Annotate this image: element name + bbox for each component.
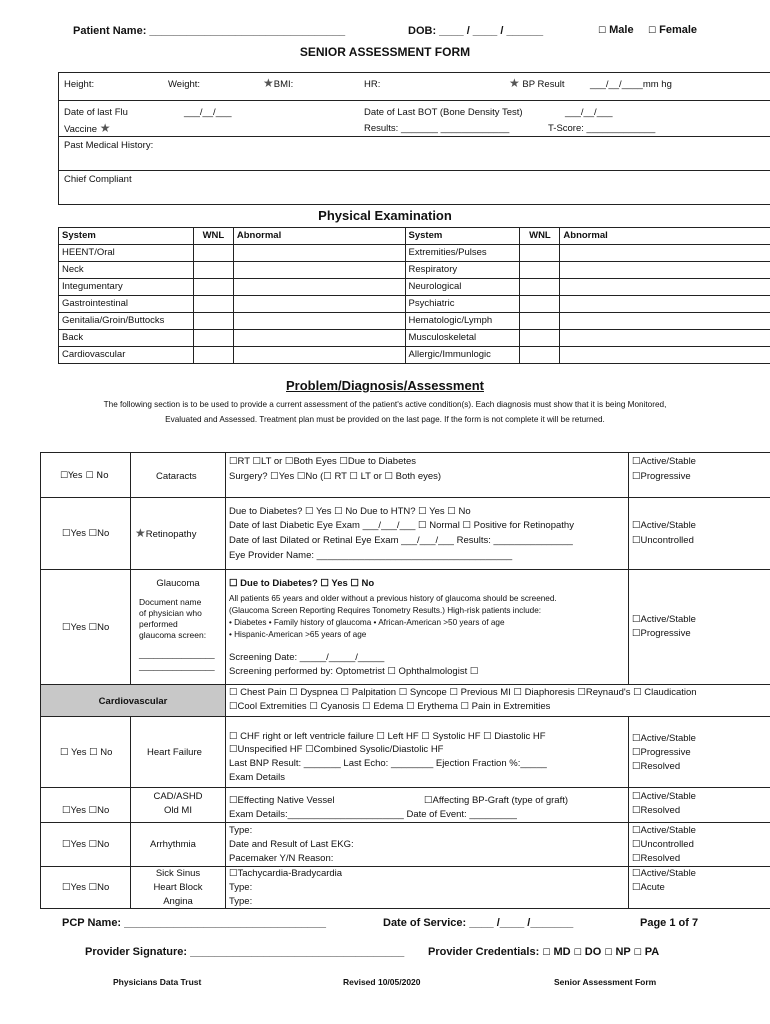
pe-wnl-cell[interactable] <box>193 245 233 262</box>
hf-progressive[interactable]: ☐Progressive <box>632 747 691 758</box>
retinopathy-diabetic-exam[interactable]: Date of last Diabetic Eye Exam ___/___/___ ☐ Normal ☐ Positive for Retinopathy <box>229 520 574 531</box>
pe-wnl-cell[interactable] <box>520 330 560 347</box>
sss-type-1[interactable]: Type: <box>229 882 253 893</box>
pe-system: HEENT/Oral <box>59 245 194 262</box>
checkbox-icon: ☐ <box>573 948 582 958</box>
cardio-label: Cardiovascular <box>98 696 168 707</box>
bp-label: ★ BP Result <box>509 76 565 90</box>
patient-name-field[interactable]: Patient Name: ________________________________ <box>73 25 346 37</box>
pe-abnormal-cell[interactable] <box>233 347 405 364</box>
hf-active-stable[interactable]: ☐Active/Stable <box>632 733 696 744</box>
pe-wnl-cell[interactable] <box>520 279 560 296</box>
hf-bnp-echo[interactable]: Last BNP Result: _______ Last Echo: ________ Ejection Fraction %:_____ <box>229 758 547 769</box>
hr-label: HR: <box>364 79 381 90</box>
pe-wnl-cell[interactable] <box>520 262 560 279</box>
cataracts-surgery[interactable]: Surgery? ☐Yes ☐No (☐ RT ☐ LT or ☐ Both eyes) <box>229 471 442 482</box>
pe-system: Cardiovascular <box>59 347 194 364</box>
arrhythmia-uncontrolled[interactable]: ☐Uncontrolled <box>632 839 694 850</box>
angina-label: Angina <box>163 896 193 907</box>
pe-system: Hematologic/Lymph <box>405 313 520 330</box>
footer-revised: Revised 10/05/2020 <box>343 977 421 987</box>
pe-header-system: System <box>59 228 194 245</box>
provider-credentials: Provider Credentials: ☐ MD ☐ DO ☐ NP ☐ PA <box>428 946 660 958</box>
checkbox-icon: ☐ <box>633 948 642 958</box>
sss-active-stable[interactable]: ☐Active/Stable <box>632 868 696 879</box>
old-mi-label: Old MI <box>164 805 192 816</box>
hf-resolved[interactable]: ☐Resolved <box>632 761 681 772</box>
pe-abnormal-cell[interactable] <box>233 296 405 313</box>
pda-intro-line1: The following section is to be used to provide a current assessment of the patient's active condition(s). Each diagnosis must show that it is being Monitored, <box>103 400 667 409</box>
results-field[interactable]: Results: _______ _____________ <box>364 123 510 134</box>
pe-system: Neck <box>59 262 194 279</box>
vaccine-label: Vaccine ★ <box>64 121 111 135</box>
cad-native-vessel[interactable]: ☐Effecting Native Vessel <box>229 795 335 806</box>
retinopathy-active-stable[interactable]: ☐Active/Stable <box>632 520 696 531</box>
pcp-name-field[interactable]: PCP Name: _________________________________ <box>62 917 327 929</box>
pmh-label: Past Medical History: <box>64 140 154 151</box>
pe-wnl-cell[interactable] <box>520 245 560 262</box>
retinopathy-uncontrolled[interactable]: ☐Uncontrolled <box>632 535 694 546</box>
cad-active-stable[interactable]: ☐Active/Stable <box>632 791 696 802</box>
glaucoma-yes-no[interactable]: ☐Yes ☐No <box>62 622 110 633</box>
retinopathy-label: ★Retinopathy <box>135 526 197 540</box>
arrhythmia-ekg[interactable]: Date and Result of Last EKG: <box>229 839 354 850</box>
cad-resolved[interactable]: ☐Resolved <box>632 805 681 816</box>
glaucoma-doc-2: of physician who <box>139 608 202 618</box>
pe-header-abnormal: Abnormal <box>233 228 405 245</box>
arrhythmia-active-stable[interactable]: ☐Active/Stable <box>632 825 696 836</box>
sss-acute[interactable]: ☐Acute <box>632 882 665 893</box>
pe-system: Allergic/Immunlogic <box>405 347 520 364</box>
glaucoma-note-1: All patients 65 years and older without a previous history of glaucoma should be screened. <box>229 594 557 603</box>
date-of-service-field[interactable]: Date of Service: ____ /____ /_______ <box>383 917 574 929</box>
glaucoma-doc-line1[interactable]: ________________ <box>139 649 215 659</box>
glaucoma-screened-by[interactable]: Screening performed by: Optometrist ☐ Ophthalmologist ☐ <box>229 666 479 677</box>
pe-wnl-cell[interactable] <box>520 313 560 330</box>
dob-field[interactable]: DOB: ____ / ____ / ______ <box>408 25 544 37</box>
star-icon: ★ <box>99 121 111 135</box>
pe-header-system: System <box>405 228 520 245</box>
glaucoma-note-3: • Diabetes • Family history of glaucoma • African-American >50 years of age <box>229 618 505 627</box>
glaucoma-doc-line2[interactable]: ________________ <box>139 661 215 671</box>
pe-abnormal-cell[interactable] <box>560 279 770 296</box>
checkbox-icon: ☐ <box>648 26 657 36</box>
female-checkbox[interactable]: ☐ Female <box>648 24 698 36</box>
pe-abnormal-cell[interactable] <box>233 330 405 347</box>
pe-abnormal-cell[interactable] <box>560 347 770 364</box>
bmi-label: ★BMI: <box>263 76 294 90</box>
bot-label: Date of Last BOT (Bone Density Test) <box>364 107 523 118</box>
pe-abnormal-cell[interactable] <box>560 296 770 313</box>
star-icon: ★ <box>263 76 274 90</box>
cataracts-eyes[interactable]: ☐RT ☐LT or ☐Both Eyes ☐Due to Diabetes <box>229 456 417 467</box>
hf-exam-details[interactable]: Exam Details <box>229 772 285 783</box>
hf-types-2[interactable]: ☐Unspecified HF ☐Combined Sysolic/Diastolic HF <box>229 744 444 755</box>
male-checkbox[interactable]: ☐ Male <box>598 24 634 36</box>
pe-wnl-cell[interactable] <box>193 279 233 296</box>
cad-label: CAD/ASHD <box>153 791 203 802</box>
cad-bp-graft[interactable]: ☐Affecting BP-Graft (type of graft) <box>424 795 569 806</box>
sss-type-2[interactable]: Type: <box>229 896 253 907</box>
checkbox-icon: ☐ <box>598 26 607 36</box>
cad-exam-details[interactable]: Exam Details:______________________ Date of Event: _________ <box>229 809 517 820</box>
pe-system: Integumentary <box>59 279 194 296</box>
cataracts-progressive[interactable]: ☐Progressive <box>632 471 691 482</box>
glaucoma-doc-4: glaucoma screen: <box>139 630 207 640</box>
md-checkbox[interactable]: ☐ MD <box>542 946 571 958</box>
hf-label: Heart Failure <box>147 747 202 758</box>
physical-exam-table <box>58 227 770 364</box>
glaucoma-label: Glaucoma <box>156 578 200 589</box>
pe-abnormal-cell[interactable] <box>233 313 405 330</box>
pa-checkbox[interactable]: ☐ PA <box>633 946 660 958</box>
weight-label: Weight: <box>168 79 201 90</box>
glaucoma-note-2: (Glaucoma Screen Reporting Requires Tonometry Results.) High-risk patients include: <box>229 606 542 615</box>
arrhythmia-label: Arrhythmia <box>150 839 196 850</box>
retinopathy-due-to[interactable]: Due to Diabetes? ☐ Yes ☐ No Due to HTN? ☐ Yes ☐ No <box>229 506 471 517</box>
pe-system: Psychiatric <box>405 296 520 313</box>
glaucoma-doc-1: Document name <box>139 597 202 607</box>
glaucoma-due-to-diabetes[interactable]: ☐ Due to Diabetes? ☐ Yes ☐ No <box>229 578 375 589</box>
pe-wnl-cell[interactable] <box>520 347 560 364</box>
pe-wnl-cell[interactable] <box>193 296 233 313</box>
arrhythmia-pacemaker[interactable]: Pacemaker Y/N Reason: <box>229 853 334 864</box>
cad-yes-no[interactable]: ☐Yes ☐No <box>62 805 110 816</box>
bp-value[interactable]: ___/__/____mm hg <box>590 79 672 90</box>
pe-system: Back <box>59 330 194 347</box>
arrhythmia-resolved[interactable]: ☐Resolved <box>632 853 681 864</box>
pe-system: Gastrointestinal <box>59 296 194 313</box>
pe-system: Neurological <box>405 279 520 296</box>
glaucoma-screening-date[interactable]: Screening Date: _____/_____/_____ <box>229 652 385 663</box>
pe-abnormal-cell[interactable] <box>560 330 770 347</box>
glaucoma-doc-3: performed <box>139 619 178 629</box>
chief-label: Chief Compliant <box>64 174 132 185</box>
retinopathy-dilated-exam[interactable]: Date of last Dilated or Retinal Eye Exam ___/___/___ Results: _______________ <box>229 535 573 546</box>
cataracts-active-stable[interactable]: ☐Active/Stable <box>632 456 696 467</box>
checkbox-icon: ☐ <box>542 948 551 958</box>
pe-header-wnl: WNL <box>193 228 233 245</box>
pe-wnl-cell[interactable] <box>193 347 233 364</box>
pe-wnl-cell[interactable] <box>193 313 233 330</box>
star-icon: ★ <box>509 76 520 90</box>
pe-wnl-cell[interactable] <box>193 262 233 279</box>
do-checkbox[interactable]: ☐ DO <box>573 946 602 958</box>
glaucoma-progressive[interactable]: ☐Progressive <box>632 628 691 639</box>
pe-system: Extremities/Pulses <box>405 245 520 262</box>
hf-types-1[interactable]: ☐ CHF right or left ventricle failure ☐ Left HF ☐ Systolic HF ☐ Diastolic HF <box>229 731 546 742</box>
glaucoma-note-4: • Hispanic-American >65 years of age <box>229 630 367 639</box>
pe-abnormal-cell[interactable] <box>560 313 770 330</box>
hf-yes-no[interactable]: ☐ Yes ☐ No <box>60 747 113 758</box>
footer-form-name: Senior Assessment Form <box>554 977 657 987</box>
flu-label: Date of last Flu <box>64 107 128 118</box>
pe-abnormal-cell[interactable] <box>233 262 405 279</box>
star-icon: ★ <box>135 526 146 540</box>
tscore-field[interactable]: T-Score: _____________ <box>548 123 656 134</box>
retinopathy-provider[interactable]: Eye Provider Name: _____________________________________ <box>229 550 513 561</box>
pe-abnormal-cell[interactable] <box>560 245 770 262</box>
pe-system: Respiratory <box>405 262 520 279</box>
arrhythmia-yes-no[interactable]: ☐Yes ☐No <box>62 839 110 850</box>
heart-block-label: Heart Block <box>153 882 203 893</box>
vitals-box <box>58 72 770 205</box>
arrhythmia-type[interactable]: Type: <box>229 825 253 836</box>
pe-wnl-cell[interactable] <box>520 296 560 313</box>
cardio-symptoms-2[interactable]: ☐Cool Extremities ☐ Cyanosis ☐ Edema ☐ Erythema ☐ Pain in Extremities <box>229 701 551 712</box>
pe-system: Genitalia/Groin/Buttocks <box>59 313 194 330</box>
pe-abnormal-cell[interactable] <box>560 262 770 279</box>
provider-signature-field[interactable]: Provider Signature: ___________________________________ <box>85 946 405 958</box>
pda-intro-line2: Evaluated and Assessed. Treatment plan must be provided on the last page. If the form is not complete it will be returned. <box>165 415 605 424</box>
cardio-symptoms-1[interactable]: ☐ Chest Pain ☐ Dyspnea ☐ Palpitation ☐ Syncope ☐ Previous MI ☐ Diaphoresis ☐Reynaud's ☐ Claudication <box>229 687 697 698</box>
sss-yes-no[interactable]: ☐Yes ☐No <box>62 882 110 893</box>
pe-wnl-cell[interactable] <box>193 330 233 347</box>
glaucoma-active-stable[interactable]: ☐Active/Stable <box>632 614 696 625</box>
pe-header-wnl: WNL <box>520 228 560 245</box>
sick-sinus-label: Sick Sinus <box>155 868 201 879</box>
pe-header-abnormal: Abnormal <box>560 228 770 245</box>
checkbox-icon: ☐ <box>604 948 613 958</box>
pe-abnormal-cell[interactable] <box>233 279 405 296</box>
pe-system: Musculoskeletal <box>405 330 520 347</box>
pda-title: Problem/Diagnosis/Assessment <box>286 378 484 393</box>
height-label: Height: <box>64 79 95 90</box>
np-checkbox[interactable]: ☐ NP <box>604 946 631 958</box>
retinopathy-yes-no[interactable]: ☐Yes ☐No <box>62 528 110 539</box>
cataracts-yes-no[interactable]: ☐Yes ☐ No <box>60 471 109 481</box>
cataracts-label: Cataracts <box>156 471 197 482</box>
sss-tachy-brady[interactable]: ☐Tachycardia-Bradycardia <box>229 868 343 879</box>
form-title: SENIOR ASSESSMENT FORM <box>299 45 471 59</box>
pe-abnormal-cell[interactable] <box>233 245 405 262</box>
physical-exam-title: Physical Examination <box>318 208 452 223</box>
footer-org: Physicians Data Trust <box>113 977 202 987</box>
page-number: Page 1 of 7 <box>640 917 699 929</box>
flu-date[interactable]: ___/__/___ <box>184 107 232 118</box>
bot-date[interactable]: ___/__/___ <box>565 107 613 118</box>
